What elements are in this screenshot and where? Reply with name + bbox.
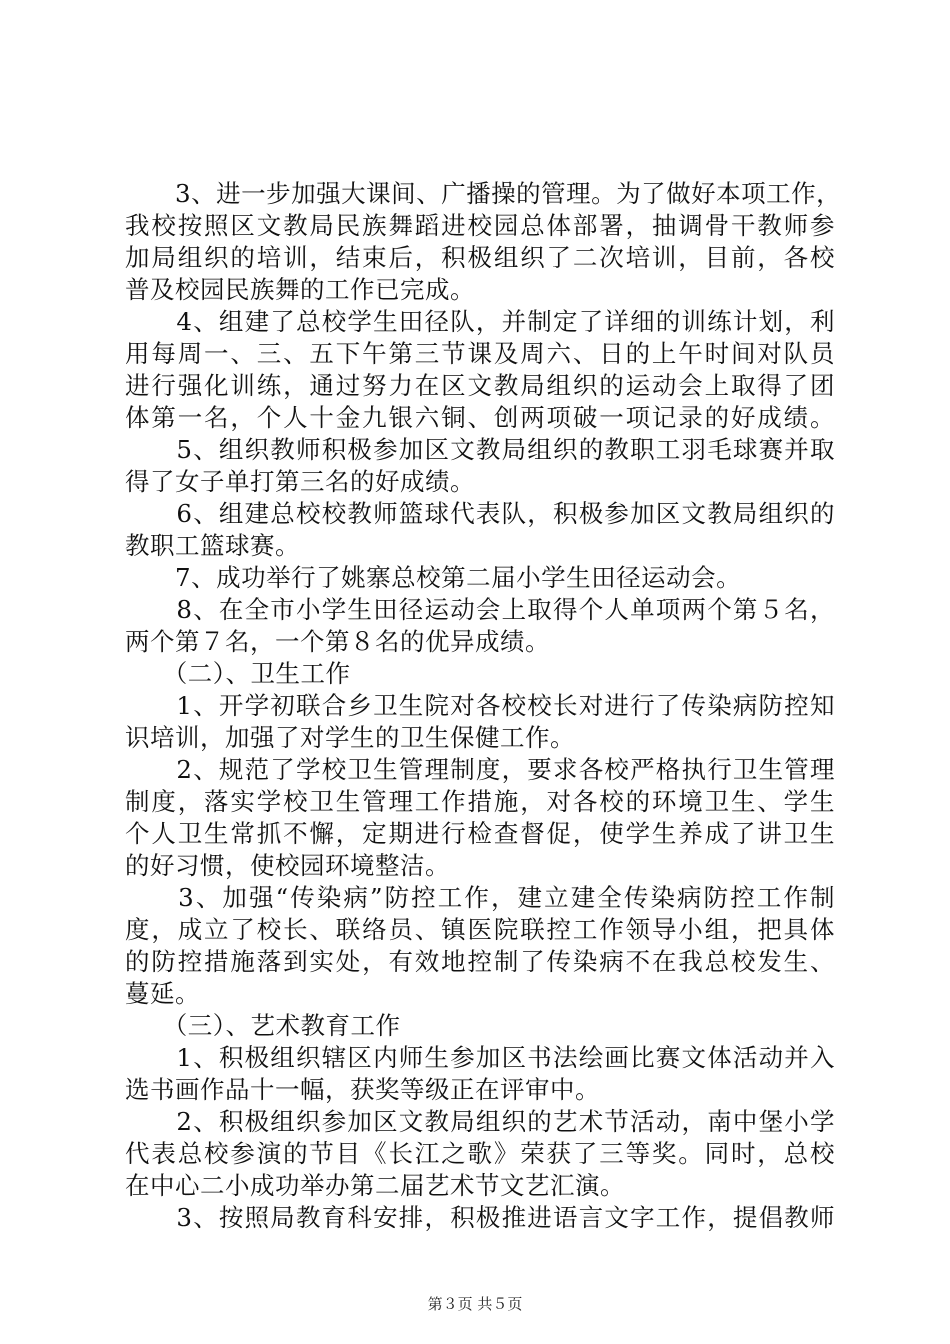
text-line: 制度，落实学校卫生管理工作措施，对各校的环境卫生、学生 — [125, 787, 835, 816]
text-line: 用每周一、三、五下午第三节课及周六、日的上午时间对队员 — [125, 339, 835, 368]
text-line: 7、成功举行了姚寨总校第二届小学生田径运动会。 — [125, 563, 742, 592]
text-line: 识培训，加强了对学生的卫生保健工作。 — [125, 723, 575, 752]
text-line: 我校按照区文教局民族舞蹈进校园总体部署，抽调骨干教师参 — [125, 211, 835, 240]
text-line: 度，成立了校长、联络员、镇医院联控工作领导小组，把具体 — [125, 915, 835, 944]
text-line: 进行强化训练，通过努力在区文教局组织的运动会上取得了团 — [125, 371, 835, 400]
text-line: 1、开学初联合乡卫生院对各校校长对进行了传染病防控知 — [125, 691, 835, 720]
page-footer: 第３页 共５页 — [427, 1295, 523, 1313]
text-line: 4、组建了总校学生田径队，并制定了详细的训练计划，利 — [125, 307, 835, 336]
text-line: 蔓延。 — [125, 979, 200, 1008]
text-line: 6、组建总校校教师篮球代表队，积极参加区文教局组织的 — [125, 499, 835, 528]
text-line: 个人卫生常抓不懈，定期进行检查督促，使学生养成了讲卫生 — [125, 819, 835, 848]
text-line: 8、在全市小学生田径运动会上取得个人单项两个第５名， — [125, 595, 835, 624]
text-line: 1、积极组织辖区内师生参加区书法绘画比赛文体活动并入 — [125, 1043, 835, 1072]
text-line: 普及校园民族舞的工作已完成。 — [125, 275, 475, 304]
text-line: 教职工篮球赛。 — [125, 531, 300, 560]
text-line: 2、积极组织参加区文教局组织的艺术节活动，南中堡小学 — [125, 1107, 835, 1136]
text-line: 代表总校参演的节目《长江之歌》荣获了三等奖。同时，总校 — [125, 1139, 835, 1168]
text-line: 的好习惯，使校园环境整洁。 — [125, 851, 450, 880]
text-line: （二）、卫生工作 — [125, 659, 351, 688]
text-line: 加局组织的培训，结束后，积极组织了二次培训，目前，各校 — [125, 243, 835, 272]
text-line: 3、进一步加强大课间、广播操的管理。为了做好本项工作， — [125, 179, 842, 208]
document-body — [125, 178, 842, 1234]
text-line: 选书画作品十一幅，获奖等级正在评审中。 — [125, 1075, 600, 1104]
text-line: 在中心二小成功举办第二届艺术节文艺汇演。 — [125, 1171, 625, 1200]
text-line: 3、加强“传染病”防控工作，建立建全传染病防控工作制 — [125, 883, 835, 912]
text-line: 得了女子单打第三名的好成绩。 — [125, 467, 475, 496]
text-line: 2、规范了学校卫生管理制度，要求各校严格执行卫生管理 — [125, 755, 835, 784]
text-line: 两个第７名，一个第８名的优异成绩。 — [125, 627, 550, 656]
text-line: （三）、艺术教育工作 — [125, 1011, 401, 1040]
text-line: 体第一名，个人十金九银六铜、创两项破一项记录的好成绩。 — [125, 403, 835, 432]
text-line: 3、按照局教育科安排，积极推进语言文字工作，提倡教师 — [125, 1203, 835, 1232]
text-line: 5、组织教师积极参加区文教局组织的教职工羽毛球赛并取 — [125, 435, 835, 464]
text-line: 的防控措施落到实处，有效地控制了传染病不在我总校发生、 — [125, 947, 835, 976]
